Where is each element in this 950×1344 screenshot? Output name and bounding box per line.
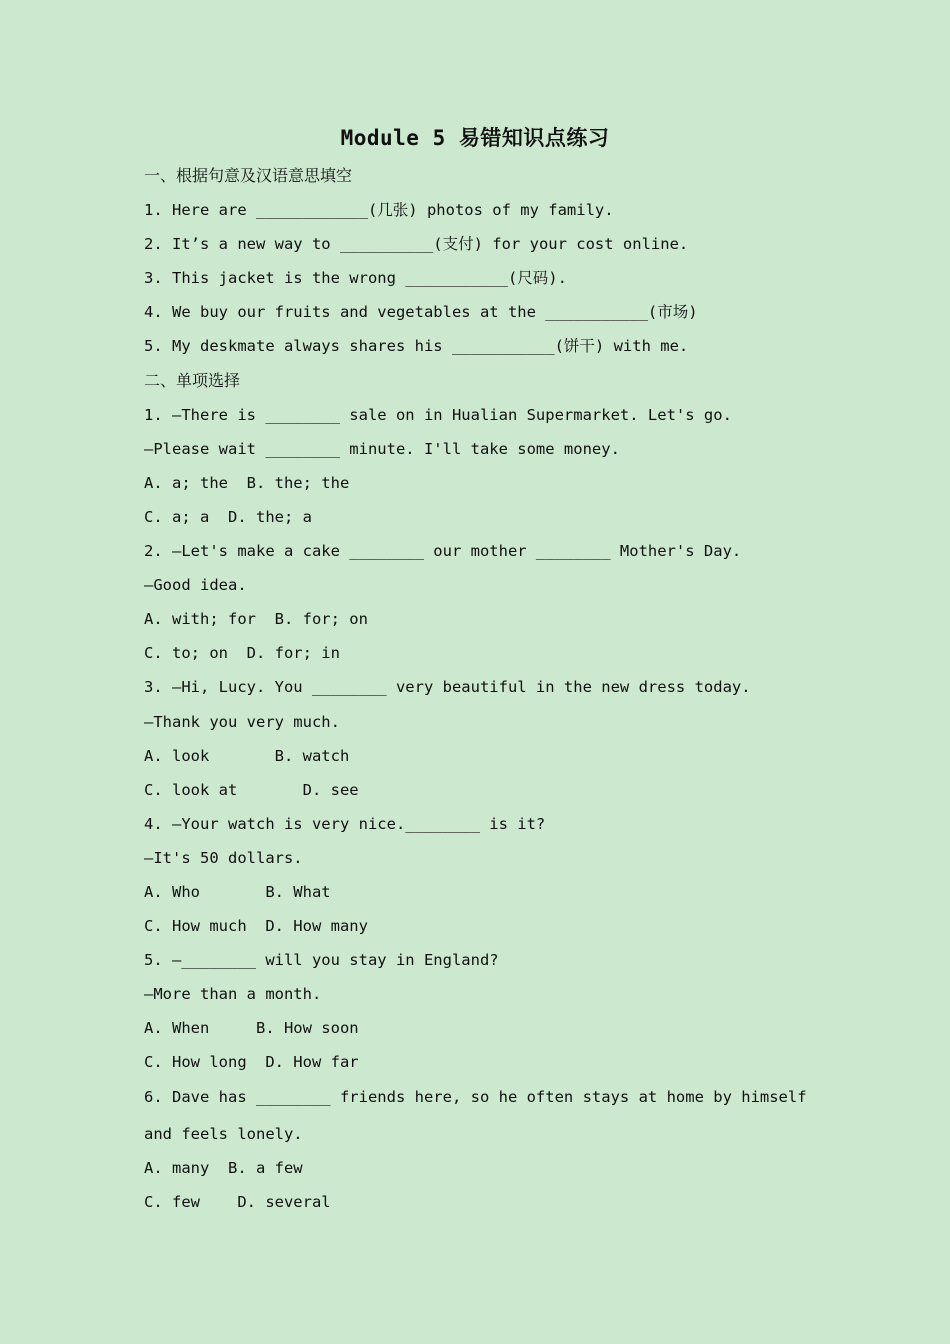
- q6-options-ab: A. many B. a few: [144, 1159, 303, 1178]
- section1-heading: 一、根据句意及汉语意思填空: [144, 166, 353, 185]
- fill-item-2: 2. It’s a new way to __________(支付) for your cost online.: [144, 235, 689, 254]
- q3-stem: 3. —Hi, Lucy. You ________ very beautiful in the new dress today.: [144, 678, 751, 697]
- document-content: [144, 159, 844, 1219]
- q4-options-ab: A. Who B. What: [144, 882, 331, 901]
- q1-options-ab: A. a; the B. the; the: [144, 473, 350, 492]
- fill-item-3: 3. This jacket is the wrong ___________(尺码).: [144, 269, 567, 288]
- q1-options-cd: C. a; a D. the; a: [144, 507, 312, 526]
- q3-options-cd: C. look at D. see: [144, 780, 359, 799]
- q1-reply: —Please wait ________ minute. I'll take some money.: [144, 439, 620, 458]
- q4-options-cd: C. How much D. How many: [144, 917, 368, 936]
- fill-item-1: 1. Here are ____________(几张) photos of my family.: [144, 201, 614, 220]
- q4-stem: 4. —Your watch is very nice.________ is it?: [144, 814, 546, 833]
- q5-reply: —More than a month.: [144, 985, 322, 1004]
- q3-reply: —Thank you very much.: [144, 712, 340, 731]
- q2-stem: 2. —Let's make a cake ________ our mother ________ Mother's Day.: [144, 542, 742, 561]
- fill-item-5: 5. My deskmate always shares his ___________(饼干) with me.: [144, 337, 689, 356]
- q1-stem: 1. —There is ________ sale on in Hualian Supermarket. Let's go.: [144, 405, 732, 424]
- q6-options-cd: C. few D. several: [144, 1193, 331, 1212]
- fill-item-4: 4. We buy our fruits and vegetables at the ___________(市场): [144, 303, 698, 322]
- section2-heading: 二、单项选择: [144, 370, 241, 390]
- q2-reply: —Good idea.: [144, 576, 247, 595]
- q5-stem: 5. —________ will you stay in England?: [144, 951, 499, 970]
- q3-options-ab: A. look B. watch: [144, 746, 350, 765]
- q2-options-cd: C. to; on D. for; in: [144, 644, 340, 663]
- q6-stem-continued: and feels lonely.: [144, 1125, 303, 1144]
- q5-options-cd: C. How long D. How far: [144, 1053, 359, 1072]
- q5-options-ab: A. When B. How soon: [144, 1019, 359, 1038]
- q6-stem: 6. Dave has ________ friends here, so he often stays at home by himself: [144, 1087, 807, 1106]
- q2-options-ab: A. with; for B. for; on: [144, 610, 368, 629]
- document-title: Module 5 易错知识点练习: [340, 126, 610, 150]
- q4-reply: —It's 50 dollars.: [144, 848, 303, 867]
